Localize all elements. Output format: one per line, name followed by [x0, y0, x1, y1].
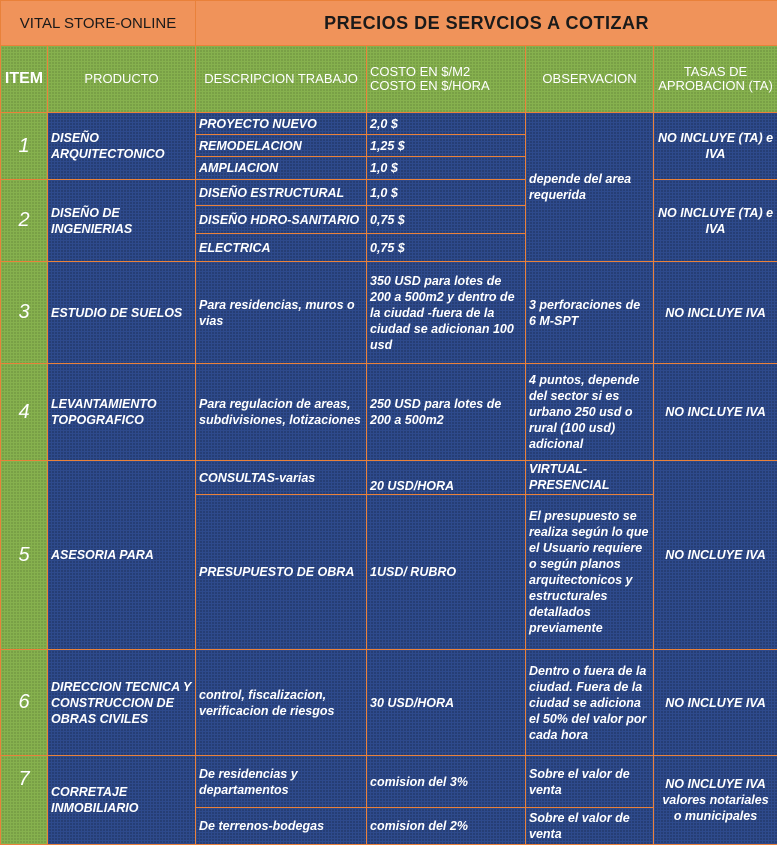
cost-cell: comision del 2%: [367, 808, 526, 845]
cost-cell: 0,75 $: [367, 206, 526, 234]
table-row: [1, 756, 777, 808]
cost-cell: 20 USD/HORA: [367, 461, 526, 495]
item-number: 1: [1, 113, 48, 180]
col-tasas: TASAS DE APROBACION (TA): [654, 46, 777, 113]
desc-cell: CONSULTAS-varias: [196, 461, 367, 495]
tasas-cell: NO INCLUYE (TA) e IVA: [654, 180, 777, 262]
cost-cell: comision del 3%: [367, 756, 526, 808]
obs-cell: El presupuesto se realiza según lo que el Usuario requiere o según planos arquitectonicos y estructurales detallados previamente: [526, 495, 654, 650]
desc-cell: De terrenos-bodegas: [196, 808, 367, 845]
tasas-cell: NO INCLUYE IVA: [654, 461, 777, 650]
obs-cell: VIRTUAL-PRESENCIAL: [526, 461, 654, 495]
desc-cell: ELECTRICA: [196, 234, 367, 262]
cost-cell: 0,75 $: [367, 234, 526, 262]
desc-cell: Para residencias, muros o vias: [196, 262, 367, 364]
product-cell: LEVANTAMIENTO TOPOGRAFICO: [48, 364, 196, 461]
col-costo-line1: COSTO EN $/M2: [370, 65, 522, 79]
col-costo-line2: COSTO EN $/HORA: [370, 79, 522, 93]
col-descripcion: DESCRIPCION TRABAJO: [196, 46, 367, 113]
table-row: [1, 650, 777, 756]
cost-cell: 1,0 $: [367, 180, 526, 206]
page-title: PRECIOS DE SERVCIOS A COTIZAR: [196, 1, 777, 46]
cost-cell: 1,25 $: [367, 135, 526, 157]
product-cell: DISEÑO ARQUITECTONICO: [48, 113, 196, 180]
product-cell: DIRECCION TECNICA Y CONSTRUCCION DE OBRAS CIVILES: [48, 650, 196, 756]
cost-cell: 2,0 $: [367, 113, 526, 135]
desc-cell: control, fiscalizacion, verificacion de riesgos: [196, 650, 367, 756]
col-producto: PRODUCTO: [48, 46, 196, 113]
desc-cell: PRESUPUESTO DE OBRA: [196, 495, 367, 650]
store-name: VITAL STORE-ONLINE: [1, 1, 196, 46]
cost-cell: 250 USD para lotes de 200 a 500m2: [367, 364, 526, 461]
cost-cell: 1,0 $: [367, 157, 526, 180]
desc-cell: PROYECTO NUEVO: [196, 113, 367, 135]
obs-cell: 3 perforaciones de 6 M-SPT: [526, 262, 654, 364]
item-number: 4: [1, 364, 48, 461]
obs-cell: Dentro o fuera de la ciudad. Fuera de la ciudad se adiciona el 50% del valor por cada hora: [526, 650, 654, 756]
col-observacion: OBSERVACION: [526, 46, 654, 113]
cost-cell: 1USD/ RUBRO: [367, 495, 526, 650]
product-cell: ASESORIA PARA: [48, 461, 196, 650]
product-cell: CORRETAJE INMOBILIARIO: [48, 756, 196, 845]
tasas-cell: NO INCLUYE (TA) e IVA: [654, 113, 777, 180]
table-row: [1, 113, 777, 135]
desc-cell: Para regulacion de areas, subdivisiones, lotizaciones: [196, 364, 367, 461]
tasas-cell: NO INCLUYE IVA: [654, 364, 777, 461]
table-row: [1, 364, 777, 461]
product-cell: DISEÑO DE INGENIERIAS: [48, 180, 196, 262]
item-number: 5: [1, 461, 48, 650]
table-row: [1, 461, 777, 495]
obs-cell: depende del area requerida: [526, 113, 654, 262]
desc-cell: AMPLIACION: [196, 157, 367, 180]
cost-cell: 30 USD/HORA: [367, 650, 526, 756]
desc-cell: De residencias y departamentos: [196, 756, 367, 808]
title-row: [1, 1, 777, 46]
table-row: [1, 180, 777, 206]
tasas-cell: NO INCLUYE IVA: [654, 262, 777, 364]
item-number: 3: [1, 262, 48, 364]
item-number: 6: [1, 650, 48, 756]
desc-cell: REMODELACION: [196, 135, 367, 157]
tasas-cell: NO INCLUYE IVA: [654, 650, 777, 756]
desc-cell: DISEÑO ESTRUCTURAL: [196, 180, 367, 206]
obs-cell: 4 puntos, depende del sector si es urbano 250 usd o rural (100 usd) adicional: [526, 364, 654, 461]
item-number: 2: [1, 180, 48, 262]
obs-cell: Sobre el valor de venta: [526, 808, 654, 845]
item-number: 7: [1, 756, 48, 845]
cost-cell: 350 USD para lotes de 200 a 500m2 y dentro de la ciudad -fuera de la ciudad se adicionan 100 usd: [367, 262, 526, 364]
col-costo: [367, 46, 526, 113]
header-row: [1, 46, 777, 113]
obs-cell: Sobre el valor de venta: [526, 756, 654, 808]
product-cell: ESTUDIO DE SUELOS: [48, 262, 196, 364]
desc-cell: DISEÑO HDRO-SANITARIO: [196, 206, 367, 234]
tasas-cell: NO INCLUYE IVA valores notariales o municipales: [654, 756, 777, 845]
col-item: ITEM: [1, 46, 48, 113]
table-row: [1, 262, 777, 364]
